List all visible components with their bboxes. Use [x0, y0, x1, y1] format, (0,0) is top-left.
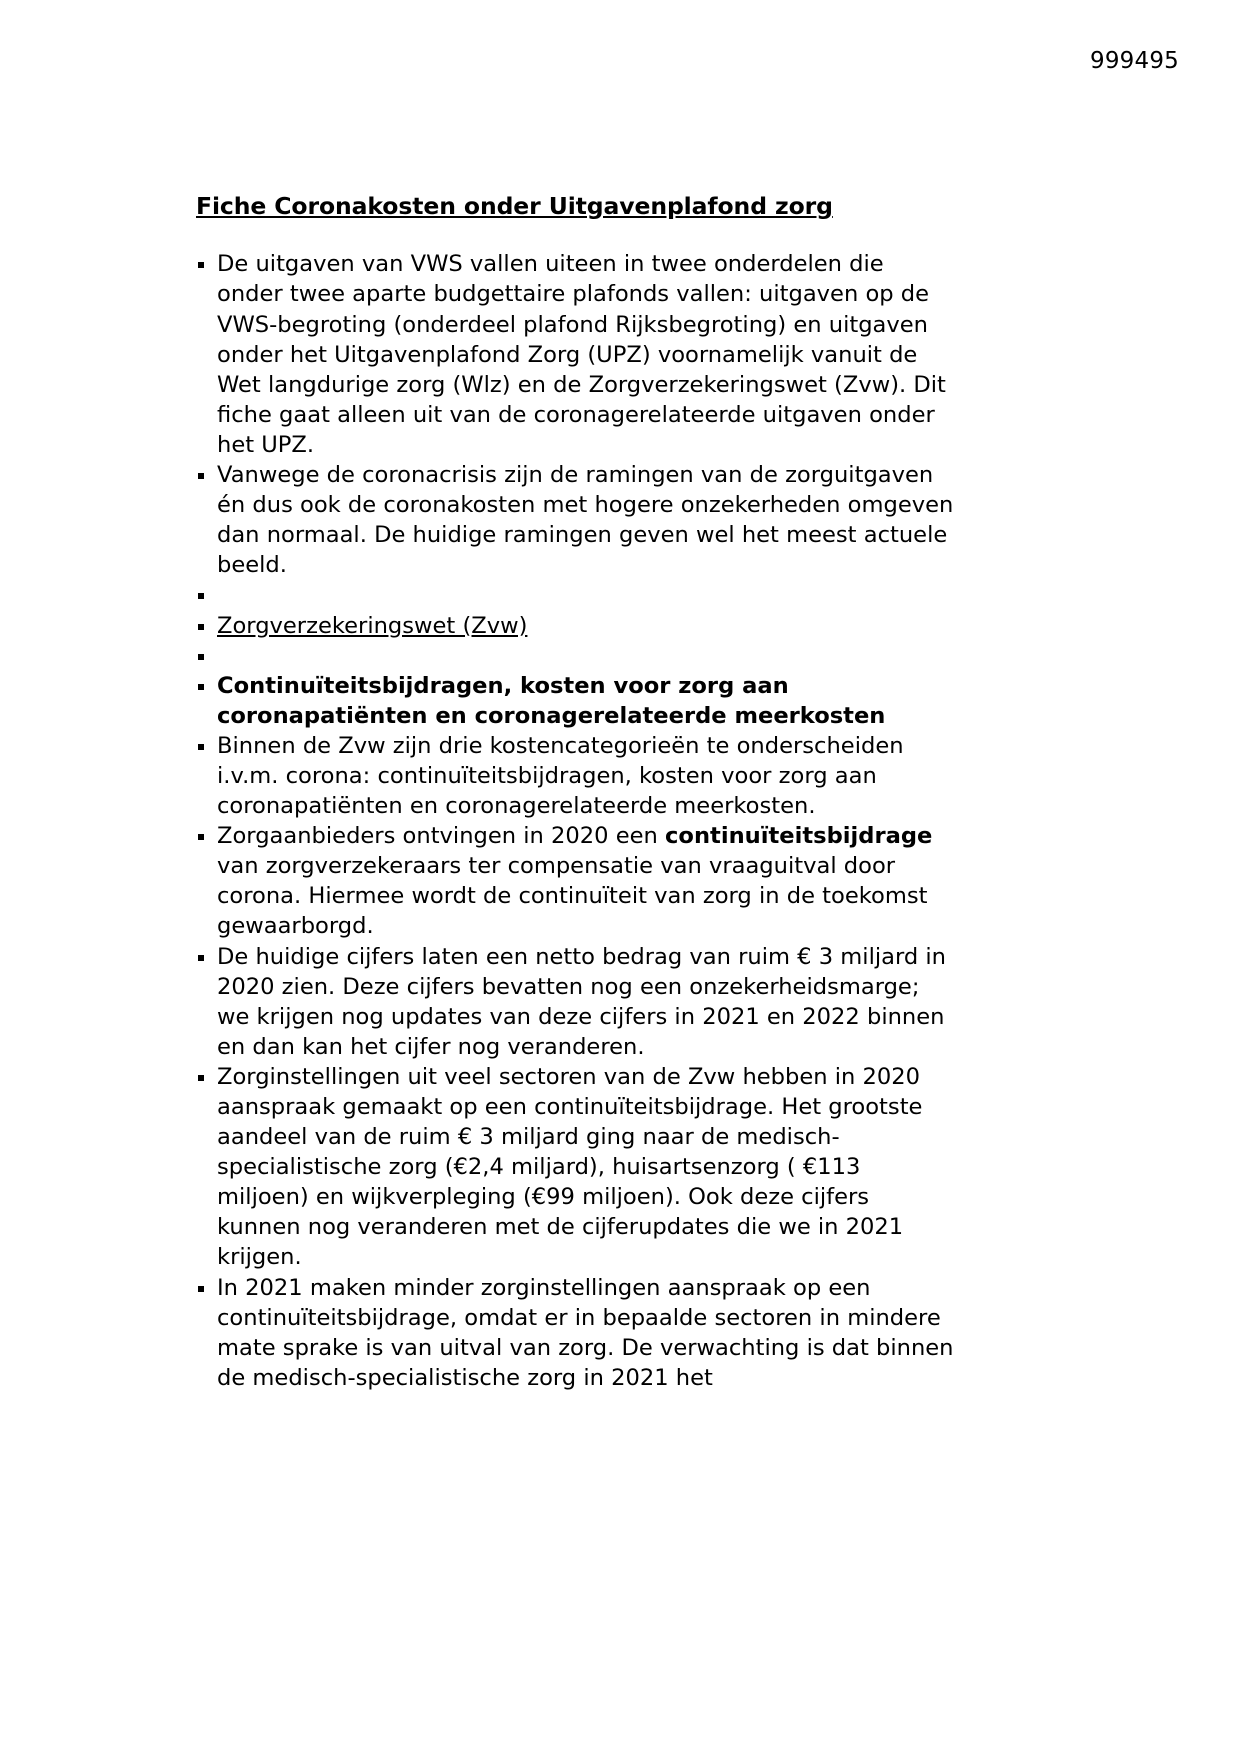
- list-item-section-heading: [196, 611, 956, 641]
- list-item-text-part-1: Zorgaanbieders ontvingen in 2020 een: [217, 823, 666, 850]
- list-item: Binnen de Zvw zijn drie kostencategorieën te onderscheiden i.v.m. corona: continuïteitsbijdragen, kosten voor zorg aan coronapatiënten en coronagerelateerde meerkosten.: [196, 731, 956, 821]
- section-heading-zvw: Zorgverzekeringswet (Zvw): [217, 612, 528, 639]
- list-item-subheading: [196, 671, 956, 731]
- list-item: [196, 821, 956, 941]
- page-number: 999495: [1090, 48, 1179, 74]
- list-item-empty: [196, 641, 956, 671]
- list-item: Vanwege de coronacrisis zijn de ramingen van de zorguitgaven én dus ook de coronakosten met hogere onzekerheden omgeven dan normaal. De huidige ramingen geven wel het meest actuele beeld.: [196, 460, 956, 580]
- bullet-list: [196, 249, 956, 1393]
- list-item-empty: [196, 580, 956, 610]
- list-item: Zorginstellingen uit veel sectoren van de Zvw hebben in 2020 aanspraak gemaakt op een continuïteitsbijdrage. Het grootste aandeel van de ruim € 3 miljard ging naar de medisch-specialistische zorg (€2,4 miljard), huisartsenzorg ( €113 miljoen) en wijkverpleging (€99 miljoen). Ook deze cijfers kunnen nog veranderen met de cijferupdates die we in 2021 krijgen.: [196, 1062, 956, 1273]
- document-body: [196, 192, 956, 1393]
- list-item: De huidige cijfers laten een netto bedrag van ruim € 3 miljard in 2020 zien. Deze cijfers bevatten nog een onzekerheidsmarge; we krijgen nog updates van deze cijfers in 2021 en 2022 binnen en dan kan het cijfer nog veranderen.: [196, 942, 956, 1062]
- subheading-line-2: coronapatiënten en coronagerelateerde meerkosten: [217, 702, 886, 729]
- subheading-line-1: Continuïteitsbijdragen, kosten voor zorg aan: [217, 672, 789, 699]
- list-item: De uitgaven van VWS vallen uiteen in twee onderdelen die onder twee aparte budgettaire plafonds vallen: uitgaven op de VWS-begroting (onderdeel plafond Rijksbegroting) en uitgaven onder het Uitgavenplafond Zorg (UPZ) voornamelijk vanuit de Wet langdurige zorg (Wlz) en de Zorgverzekeringswet (Zvw). Dit fiche gaat alleen uit van de coronagerelateerde uitgaven onder het UPZ.: [196, 249, 956, 460]
- emphasis-continuiteitsbijdrage: continuïteitsbijdrage: [665, 823, 933, 850]
- page-title: Fiche Coronakosten onder Uitgavenplafond zorg: [196, 192, 833, 220]
- list-item-text-part-2: van zorgverzekeraars ter compensatie van vraaguitval door corona. Hiermee wordt de continuïteit van zorg in de toekomst gewaarborgd.: [217, 853, 928, 940]
- list-item: In 2021 maken minder zorginstellingen aanspraak op een continuïteitsbijdrage, omdat er in bepaalde sectoren in mindere mate sprake is van uitval van zorg. De verwachting is dat binnen de medisch-specialistische zorg in 2021 het: [196, 1273, 956, 1393]
